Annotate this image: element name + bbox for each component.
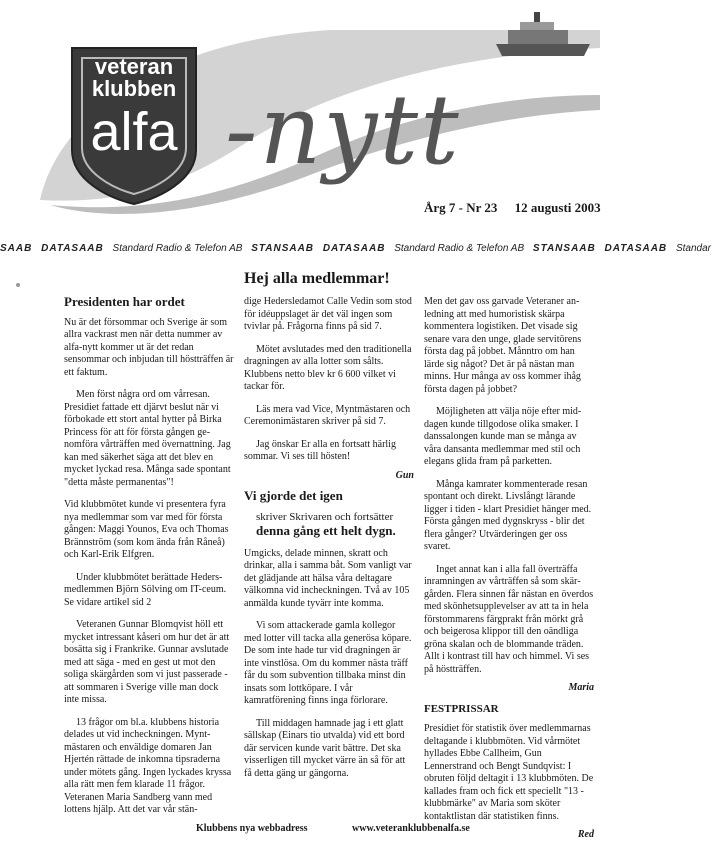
column-right: [424, 296, 594, 850]
paragraph: Möjligheten att välja nöje efter middagen kunde tillgodose olika smaker. I danssalongen kunde man se många av våra dansanta medlemmar med stil och elegans glida fram på parketten.: [424, 406, 582, 467]
paragraph: Läs mera vad Vice, Myntmästaren och Ceremonimästaren skriver på sid 7.: [244, 403, 411, 427]
issue-info: [424, 200, 615, 216]
logo-text-alfa: alfa: [90, 102, 178, 162]
column-left: [64, 296, 234, 827]
page-headline: Hej alla medlemmar!: [244, 270, 390, 287]
sponsor-stansaab: STANSAAB: [251, 243, 315, 254]
issue-number: Årg 7 - Nr 23: [424, 200, 498, 215]
article-subheading: skriver Skrivaren och fortsätter: [256, 510, 394, 523]
sponsor-datasaab: DATASAAB: [41, 243, 104, 254]
paragraph: Veteranen Gunnar Blomqvist höll ett mycket intressant kåseri om hur det är att bosätta sig i Frankrike. Gunnar avslutade med att säga - med en gest ut mot den soliga skärgården som vi just passerade - att sommaren i Sverige ville man dock inte missa.: [64, 619, 230, 705]
article-heading-trip: Vi gjorde det igen: [244, 488, 343, 503]
masthead: [0, 0, 631, 240]
scan-speck: [16, 283, 20, 287]
paragraph: Jag önskar Er alla en fortsatt härlig sommar. Vi ses till hösten!: [244, 438, 396, 462]
sponsor-saab: DATASAAB: [604, 243, 668, 254]
logo-text-klubben: klubben: [91, 76, 177, 101]
article-subheading-bold: denna gång ett helt dygn.: [256, 523, 396, 538]
sponsor-datasaab: DATASAAB: [322, 243, 386, 254]
column-middle: [244, 296, 414, 790]
paragraph: Mötet avslutades med den traditionella dragningen av alla lotter som sålts. Klubbens netto blev kr 6 600 vilket vi tackar för.: [244, 343, 412, 392]
signature: Gun: [395, 469, 414, 481]
article-heading-president: Presidenten har ordet: [64, 294, 185, 309]
sponsor-standard-radio: Standar: [675, 243, 711, 254]
signature: Red: [577, 829, 594, 840]
paragraph: Umgicks, delade minnen, skratt och drinkar, alla i samma båt. Som vanligt var det glädjande att hälsa våra deltagare välkomna vid incheckningen. Två av 105 anmälda kunde tyvärr inte komma.: [244, 547, 412, 609]
sponsor-stansaab: STANSAAB: [532, 243, 596, 254]
paragraph: Men det gav oss garvade Veteraner anledning att med humoristisk skärpa kommentera logistiken. Det visade sig senare vara den unge, glade servitörens första dag på jobbet. Månntro om han lärde sig något? Det är på nästan man minns. Hur många av oss kommer ihåg första dagen på jobbet?: [424, 296, 582, 395]
paragraph: dige Hedersledamot Calle Vedin som stod för idéuppslaget är det väl ingen som tvivlar på. Frågorna finns på sid 7.: [244, 296, 412, 332]
paragraph: Till middagen hamnade jag i ett glatt sällskap (Einars tio utvalda) vid ett bord där servicen kunde varit bättre. Det ska visserligen till mycket värre än så för att få detta gäng ur gängorna.: [244, 717, 406, 779]
paragraph: Under klubbmötet berättade Hedersmedlemmen Björn Sölving om IT-ceum. Se vidare artikel sid 2: [64, 571, 227, 608]
paragraph: 13 frågor om bl.a. klubbens historia delades ut vid incheckningen. Myntmästaren och enväldige domaren Jan Hjertén rättade de inkomna tipsraderna under mötets gång. Ingen lyckades kryssa alla rätt men fem klarade 11 frågor. Veteranen Maria Sandberg vann med lottens hjälp. Att det var vår stän-: [64, 716, 232, 815]
article-heading-festprissar: FESTPRISSAR: [424, 702, 499, 715]
paragraph: Många kamrater kommenterade resan spontant och direkt. Livslångt lärande ligger i tiden - klart Presidiet hänger med. Första gången med dygnskryss - blir det flera gånger? Utvärderingen ger oss svaret.: [424, 478, 592, 552]
paragraph: Inget annat kan i alla fall överträffa inramningen av vårträffen så som skärgården. Flera sinnen får nästan en överdos med skönhetsupplevelser av att ta in hela förstommarens färgprakt från mörkt grå och beigerosa klippor till den oändliga gröna skalan och de blommande träden. Allt i kontrast till hav och himmel. Vi ses på höstträffen.: [424, 563, 594, 675]
paragraph: Vi som attackerade gamla kollegor med lotter vill tacka alla generösa köpare. De som inte hade tur vid dragningen är inte vinstlösa. Om du kommer nästa träff får du som subvention tillbaka minst din insats som lottköpare. I vår kamratförening finns inga förlorare.: [244, 620, 412, 706]
paragraph: Vid klubbmötet kunde vi presentera fyra nya medlemmar som var med för första gången: Maggi Younos, Eva och Thomas Brännström (som kom ända från Råneå) och Karl-Erik Elfgren.: [64, 499, 229, 560]
issue-date: 12 augusti 2003: [514, 200, 601, 215]
paragraph: Men först några ord om vårresan. Presidiet fattade ett djärvt beslut när vi förbokade ett stort antal hytter på Birka Princess för att för första gången genomföra vårträffen med övernattning. Jag kan med säkerhet säga att det blev en mycket lyckad resa. Många sade spontant "detta måste permanentas"!: [64, 389, 231, 488]
signature: Maria: [568, 682, 594, 693]
sponsor-strip: [0, 243, 711, 259]
logo-text-veteran: veteran: [94, 54, 174, 79]
sponsor-standard-radio: Standard Radio & Telefon AB: [112, 243, 243, 254]
footer-web-address: www.veteranklubbenalfa.se: [352, 823, 470, 834]
paragraph: Presidiet för statistik över medlemmarnas deltagande i klubbmöten. Vid vårmötet hyllades Ebbe Callheim, Gun Lennerstrand och Bengt Sundqvist: I obruten följd deltagit i 13 klubbmöten. De kallades fram och fick ett speciellt "13 - klubbmärke" av Maria som sköter kontaktlistan där statistiken finns.: [424, 723, 594, 822]
masthead-title: -nytt: [225, 74, 461, 186]
footer-label: Klubbens nya webbadress: [196, 823, 308, 834]
paragraph: Nu är det försommar och Sverige är som allra vackrast men när detta nummer av alfa-nytt kommer ut är det redan sensommar och inbjudan till höstträffen är ett faktum.: [64, 316, 234, 378]
sponsor-saab: SAAB: [0, 243, 33, 254]
sponsor-standard-radio: Standard Radio & Telefon AB: [394, 243, 525, 254]
